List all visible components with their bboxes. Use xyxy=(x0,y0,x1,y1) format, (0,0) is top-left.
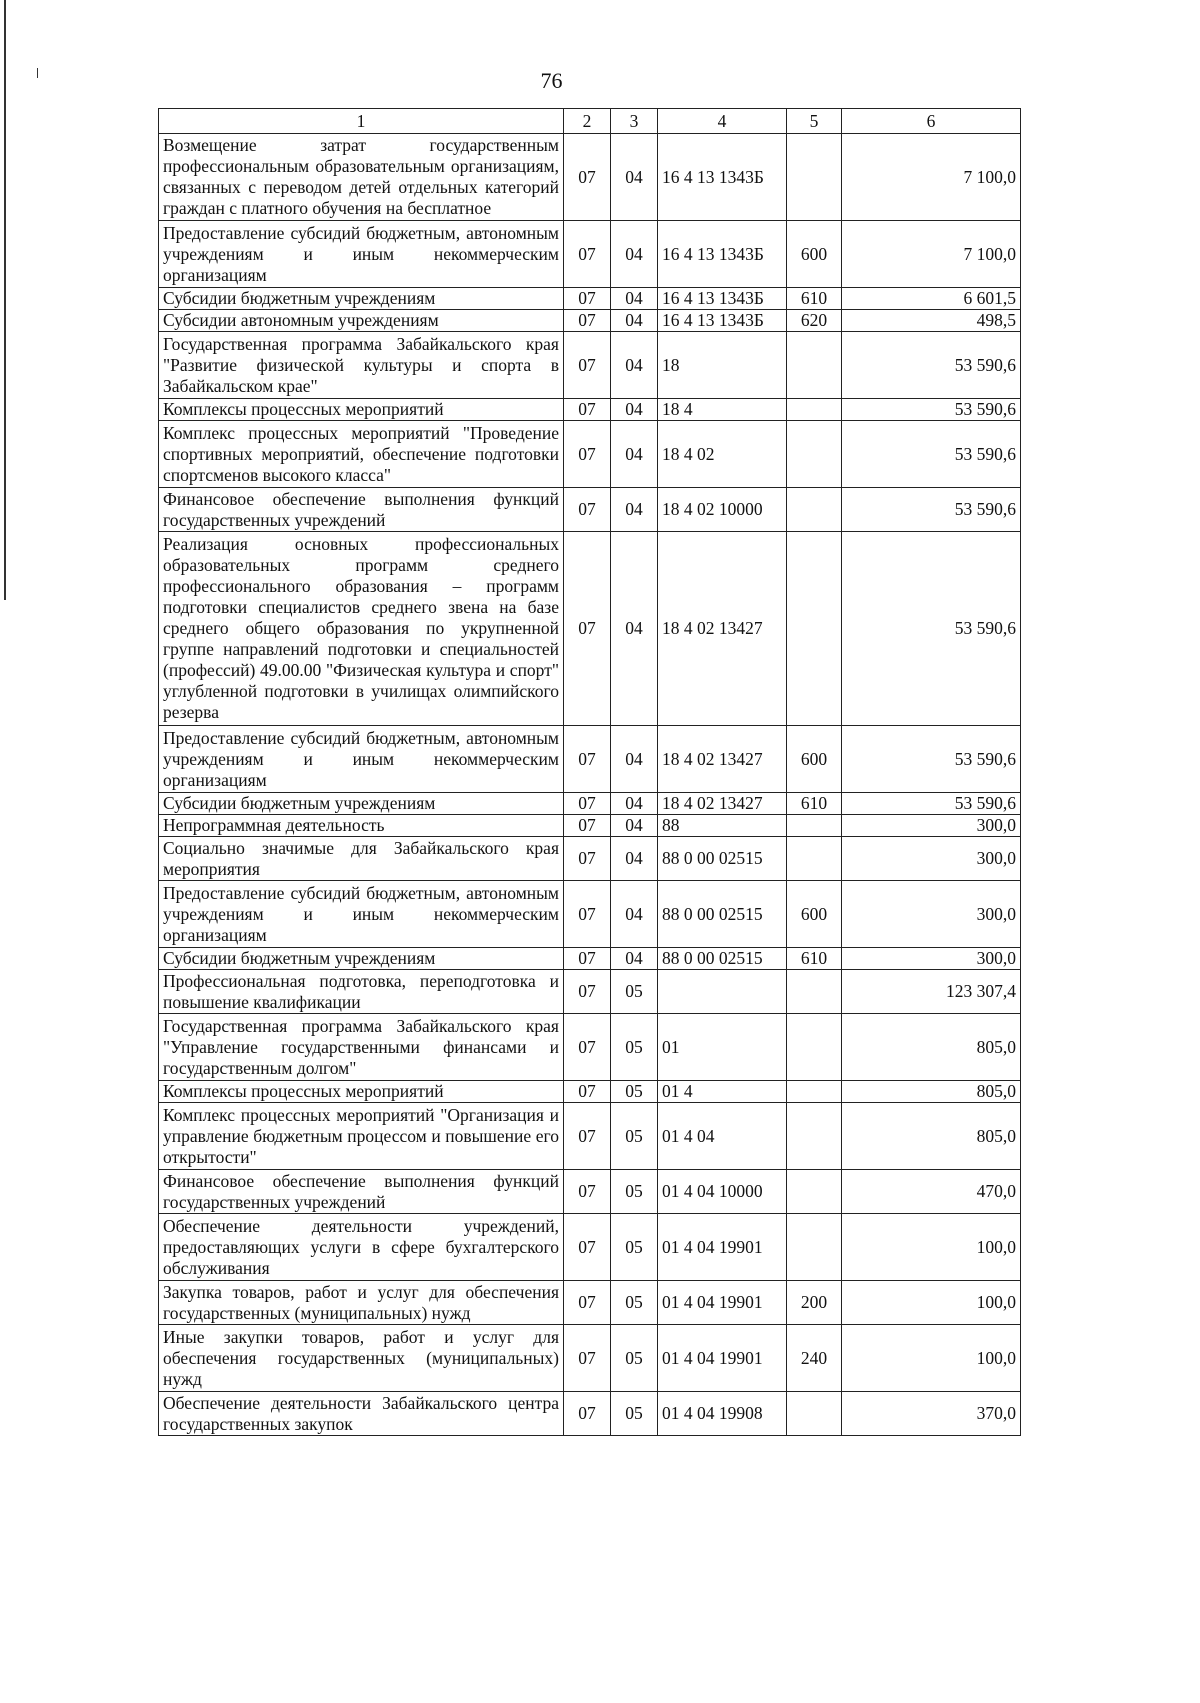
row-section: 07 xyxy=(564,532,611,726)
row-expense-type xyxy=(787,1081,842,1103)
row-amount: 7 100,0 xyxy=(842,221,1021,288)
row-subsection: 05 xyxy=(611,1281,658,1325)
row-target-article: 16 4 13 1343Б xyxy=(658,221,787,288)
row-subsection: 04 xyxy=(611,421,658,488)
row-expense-type xyxy=(787,1103,842,1170)
row-section: 07 xyxy=(564,332,611,399)
row-section: 07 xyxy=(564,221,611,288)
row-expense-type: 240 xyxy=(787,1325,842,1392)
row-target-article: 01 xyxy=(658,1014,787,1081)
row-subsection: 04 xyxy=(611,288,658,310)
row-expense-type xyxy=(787,488,842,532)
row-target-article xyxy=(658,970,787,1014)
row-amount: 300,0 xyxy=(842,815,1021,837)
table-row xyxy=(159,793,1021,815)
row-subsection: 04 xyxy=(611,881,658,948)
row-expense-type: 600 xyxy=(787,221,842,288)
row-name: Финансовое обеспечение выполнения функций государственных учреждений xyxy=(159,1170,564,1214)
row-subsection: 04 xyxy=(611,310,658,332)
row-name: Государственная программа Забайкальского края "Развитие физической культуры и спорта в Забайкальском крае" xyxy=(159,332,564,399)
row-name: Субсидии бюджетным учреждениям xyxy=(159,793,564,815)
row-amount: 100,0 xyxy=(842,1214,1021,1281)
budget-table xyxy=(158,108,1021,1436)
row-name: Комплексы процессных мероприятий xyxy=(159,1081,564,1103)
row-expense-type xyxy=(787,421,842,488)
row-name: Комплексы процессных мероприятий xyxy=(159,399,564,421)
row-target-article: 01 4 04 xyxy=(658,1103,787,1170)
row-expense-type: 200 xyxy=(787,1281,842,1325)
row-amount: 123 307,4 xyxy=(842,970,1021,1014)
table-row xyxy=(159,726,1021,793)
row-section: 07 xyxy=(564,1170,611,1214)
table-row xyxy=(159,881,1021,948)
row-subsection: 05 xyxy=(611,1081,658,1103)
table-row xyxy=(159,1081,1021,1103)
row-expense-type xyxy=(787,970,842,1014)
row-name: Субсидии бюджетным учреждениям xyxy=(159,288,564,310)
row-target-article: 18 4 02 13427 xyxy=(658,726,787,793)
table-row xyxy=(159,1281,1021,1325)
row-amount: 53 590,6 xyxy=(842,726,1021,793)
table-body xyxy=(159,134,1021,1436)
row-target-article: 01 4 04 10000 xyxy=(658,1170,787,1214)
column-header-section: 2 xyxy=(564,109,611,134)
row-target-article: 01 4 04 19901 xyxy=(658,1325,787,1392)
row-amount: 370,0 xyxy=(842,1392,1021,1436)
row-subsection: 04 xyxy=(611,399,658,421)
row-expense-type: 600 xyxy=(787,726,842,793)
row-amount: 53 590,6 xyxy=(842,399,1021,421)
row-target-article: 01 4 04 19901 xyxy=(658,1214,787,1281)
row-amount: 498,5 xyxy=(842,310,1021,332)
column-header-expense-type: 5 xyxy=(787,109,842,134)
row-name: Предоставление субсидий бюджетным, автономным учреждениям и иным некоммерческим организациям xyxy=(159,221,564,288)
row-name: Субсидии автономным учреждениям xyxy=(159,310,564,332)
row-name: Предоставление субсидий бюджетным, автономным учреждениям и иным некоммерческим организациям xyxy=(159,881,564,948)
row-subsection: 04 xyxy=(611,532,658,726)
row-subsection: 04 xyxy=(611,726,658,793)
row-amount: 805,0 xyxy=(842,1103,1021,1170)
row-section: 07 xyxy=(564,815,611,837)
row-subsection: 05 xyxy=(611,1170,658,1214)
row-subsection: 05 xyxy=(611,1325,658,1392)
row-expense-type: 610 xyxy=(787,288,842,310)
row-name: Комплекс процессных мероприятий "Проведение спортивных мероприятий, обеспечение подготовки спортсменов высокого класса" xyxy=(159,421,564,488)
column-header-amount: 6 xyxy=(842,109,1021,134)
row-expense-type xyxy=(787,1214,842,1281)
table-row xyxy=(159,134,1021,221)
column-header-subsection: 3 xyxy=(611,109,658,134)
row-amount: 53 590,6 xyxy=(842,488,1021,532)
row-subsection: 04 xyxy=(611,948,658,970)
row-target-article: 18 4 02 10000 xyxy=(658,488,787,532)
row-target-article: 16 4 13 1343Б xyxy=(658,288,787,310)
row-target-article: 01 4 04 19901 xyxy=(658,1281,787,1325)
row-name: Закупка товаров, работ и услуг для обеспечения государственных (муниципальных) нужд xyxy=(159,1281,564,1325)
table-row xyxy=(159,1170,1021,1214)
row-target-article: 18 4 02 xyxy=(658,421,787,488)
row-amount: 100,0 xyxy=(842,1281,1021,1325)
row-name: Предоставление субсидий бюджетным, автономным учреждениям и иным некоммерческим организациям xyxy=(159,726,564,793)
row-subsection: 05 xyxy=(611,1103,658,1170)
row-name: Реализация основных профессиональных образовательных программ среднего профессионального образования – программ подготовки специалистов среднего звена на базе среднего общего образования по укрупненной группе направлений подготовки и специальностей (профессий) 49.00.00 "Физическая культура и спорт" углубленной подготовки в училищах олимпийского резерва xyxy=(159,532,564,726)
row-expense-type xyxy=(787,1392,842,1436)
row-expense-type xyxy=(787,1170,842,1214)
row-name: Обеспечение деятельности Забайкальского центра государственных закупок xyxy=(159,1392,564,1436)
row-subsection: 04 xyxy=(611,221,658,288)
row-section: 07 xyxy=(564,310,611,332)
row-section: 07 xyxy=(564,948,611,970)
row-target-article: 88 0 00 02515 xyxy=(658,837,787,881)
row-target-article: 88 xyxy=(658,815,787,837)
table-row xyxy=(159,1214,1021,1281)
row-name: Субсидии бюджетным учреждениям xyxy=(159,948,564,970)
row-expense-type: 600 xyxy=(787,881,842,948)
row-section: 07 xyxy=(564,488,611,532)
table-row xyxy=(159,948,1021,970)
row-expense-type xyxy=(787,837,842,881)
table-row xyxy=(159,1392,1021,1436)
table-row xyxy=(159,815,1021,837)
row-amount: 53 590,6 xyxy=(842,421,1021,488)
row-target-article: 18 4 02 13427 xyxy=(658,793,787,815)
row-subsection: 05 xyxy=(611,1392,658,1436)
row-section: 07 xyxy=(564,1014,611,1081)
row-section: 07 xyxy=(564,1214,611,1281)
row-expense-type: 610 xyxy=(787,793,842,815)
row-amount: 53 590,6 xyxy=(842,532,1021,726)
row-amount: 100,0 xyxy=(842,1325,1021,1392)
row-section: 07 xyxy=(564,1281,611,1325)
row-section: 07 xyxy=(564,970,611,1014)
row-target-article: 18 4 xyxy=(658,399,787,421)
row-target-article: 01 4 04 19908 xyxy=(658,1392,787,1436)
row-expense-type xyxy=(787,1014,842,1081)
row-section: 07 xyxy=(564,1392,611,1436)
row-subsection: 04 xyxy=(611,815,658,837)
table-header-row xyxy=(159,109,1021,134)
table-row xyxy=(159,421,1021,488)
row-expense-type xyxy=(787,399,842,421)
row-amount: 53 590,6 xyxy=(842,793,1021,815)
row-subsection: 05 xyxy=(611,1014,658,1081)
row-section: 07 xyxy=(564,1325,611,1392)
table-row xyxy=(159,288,1021,310)
row-subsection: 04 xyxy=(611,488,658,532)
row-name: Комплекс процессных мероприятий "Организация и управление бюджетным процессом и повышение его открытости" xyxy=(159,1103,564,1170)
table-row xyxy=(159,1325,1021,1392)
row-section: 07 xyxy=(564,1103,611,1170)
row-amount: 7 100,0 xyxy=(842,134,1021,221)
column-header-name: 1 xyxy=(159,109,564,134)
row-amount: 470,0 xyxy=(842,1170,1021,1214)
row-subsection: 04 xyxy=(611,332,658,399)
table-row xyxy=(159,488,1021,532)
row-name: Иные закупки товаров, работ и услуг для обеспечения государственных (муниципальных) нужд xyxy=(159,1325,564,1392)
row-section: 07 xyxy=(564,134,611,221)
row-section: 07 xyxy=(564,1081,611,1103)
row-amount: 300,0 xyxy=(842,948,1021,970)
row-expense-type xyxy=(787,532,842,726)
row-name: Непрограммная деятельность xyxy=(159,815,564,837)
row-section: 07 xyxy=(564,399,611,421)
row-amount: 805,0 xyxy=(842,1014,1021,1081)
row-target-article: 88 0 00 02515 xyxy=(658,948,787,970)
table-row xyxy=(159,332,1021,399)
row-expense-type xyxy=(787,332,842,399)
table-row xyxy=(159,970,1021,1014)
row-target-article: 01 4 xyxy=(658,1081,787,1103)
row-name: Профессиональная подготовка, переподготовка и повышение квалификации xyxy=(159,970,564,1014)
row-target-article: 88 0 00 02515 xyxy=(658,881,787,948)
row-subsection: 05 xyxy=(611,970,658,1014)
row-name: Обеспечение деятельности учреждений, предоставляющих услуги в сфере бухгалтерского обслуживания xyxy=(159,1214,564,1281)
row-amount: 805,0 xyxy=(842,1081,1021,1103)
row-expense-type xyxy=(787,134,842,221)
table-row xyxy=(159,837,1021,881)
table-row xyxy=(159,221,1021,288)
row-expense-type xyxy=(787,815,842,837)
row-expense-type: 610 xyxy=(787,948,842,970)
table-row xyxy=(159,532,1021,726)
row-section: 07 xyxy=(564,793,611,815)
row-amount: 6 601,5 xyxy=(842,288,1021,310)
row-subsection: 04 xyxy=(611,134,658,221)
row-amount: 300,0 xyxy=(842,837,1021,881)
row-subsection: 04 xyxy=(611,837,658,881)
column-header-target-article: 4 xyxy=(658,109,787,134)
row-subsection: 04 xyxy=(611,793,658,815)
row-name: Финансовое обеспечение выполнения функций государственных учреждений xyxy=(159,488,564,532)
row-subsection: 05 xyxy=(611,1214,658,1281)
row-target-article: 18 4 02 13427 xyxy=(658,532,787,726)
page-number: 76 xyxy=(540,68,563,93)
row-section: 07 xyxy=(564,881,611,948)
row-section: 07 xyxy=(564,726,611,793)
row-section: 07 xyxy=(564,288,611,310)
table-row xyxy=(159,399,1021,421)
row-section: 07 xyxy=(564,837,611,881)
row-expense-type: 620 xyxy=(787,310,842,332)
row-section: 07 xyxy=(564,421,611,488)
row-name: Возмещение затрат государственным профессиональным образовательным организациям, связанных с переводом детей отдельных категорий граждан с платного обучения на бесплатное xyxy=(159,134,564,221)
table-row xyxy=(159,1014,1021,1081)
row-name: Государственная программа Забайкальского края "Управление государственными финансами и государственным долгом" xyxy=(159,1014,564,1081)
row-target-article: 18 xyxy=(658,332,787,399)
row-name: Социально значимые для Забайкальского края мероприятия xyxy=(159,837,564,881)
row-amount: 53 590,6 xyxy=(842,332,1021,399)
row-amount: 300,0 xyxy=(842,881,1021,948)
row-target-article: 16 4 13 1343Б xyxy=(658,310,787,332)
table-row xyxy=(159,310,1021,332)
row-target-article: 16 4 13 1343Б xyxy=(658,134,787,221)
table-row xyxy=(159,1103,1021,1170)
